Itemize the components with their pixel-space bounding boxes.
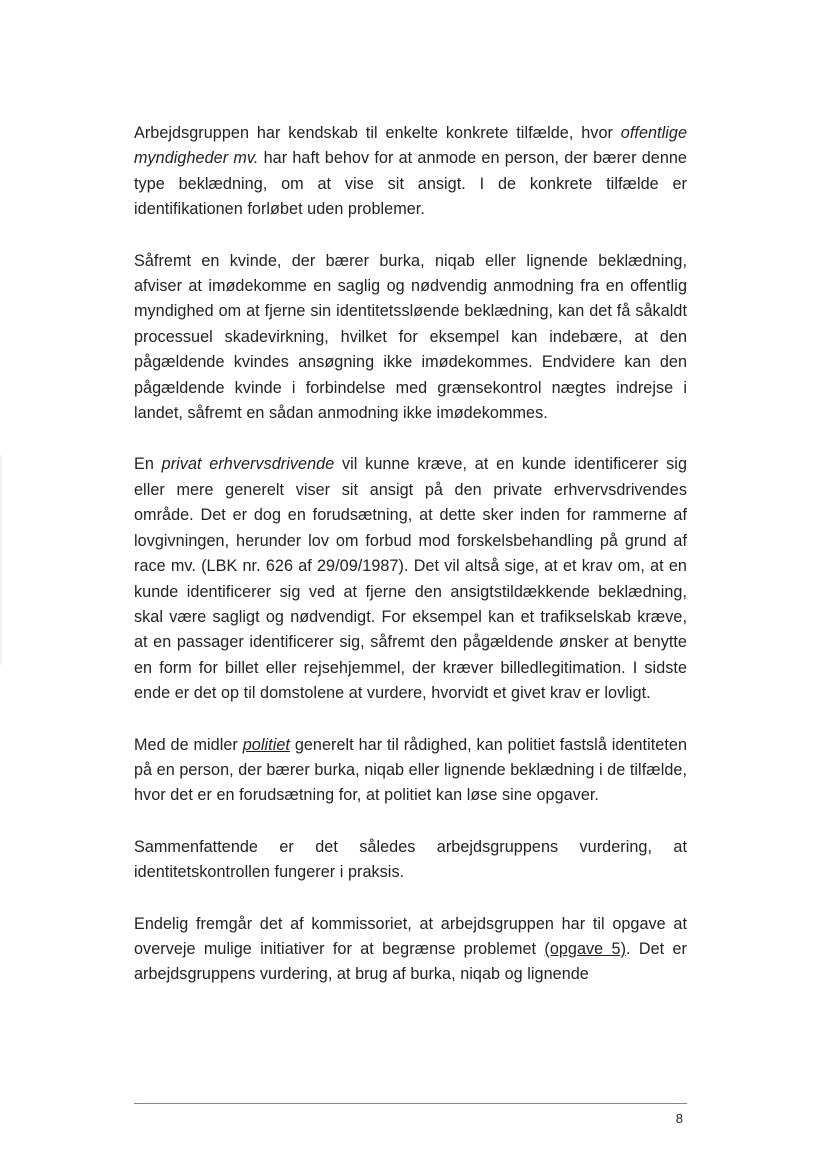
text-segment: politiet: [242, 735, 290, 754]
text-segment: Arbejdsgruppen har kendskab til enkelte konkrete tilfælde, hvor: [134, 124, 621, 142]
text-segment: Såfremt en kvinde, der bærer burka, niqab eller lignende beklædning, afviser at imødekomme en saglig og nødvendig anmodning fra en offentlig myndighed om at fjerne sin identitetssløende beklædning, kan det få såkaldt processuel skadevirkning, hvilket for eksempel kan indebære, at den pågældende kvindes ansøgning ikke imødekommes. Endvidere kan den pågældende kvinde i forbindelse med grænsekontrol nægtes indrejse i landet, såfremt en sådan anmodning ikke imødekommes.: [134, 251, 687, 423]
paragraph: [134, 121, 687, 223]
paragraph: [134, 733, 687, 809]
text-segment: Med de midler: [134, 735, 243, 754]
paragraph: [134, 835, 687, 886]
text-segment: (opgave 5): [544, 939, 627, 958]
text-segment: . Det er arbejdsgruppens vurdering, at brug af burka, niqab og lignende: [134, 939, 687, 984]
paragraph: [134, 249, 687, 427]
text-segment: har haft behov for at anmode en person, der bærer denne type beklædning, om at vise sit ansigt. I de konkrete tilfælde er identifikationen forløbet uden problemer.: [134, 149, 687, 219]
text-segment: vil kunne kræve, at en kunde identificerer sig eller mere generelt viser sit ansigt på den private erhvervsdrivendes område. Det er dog en forudsætning, at dette sker inden for rammerne af lovgivningen, herunder lov om forbud mod forskelsbehandling på grund af race mv. (LBK nr. 626 af 29/09/1987). Det vil altså sige, at et krav om, at en kunde identificerer sig ved at fjerne den ansigtstildækkende beklædning, skal være sagligt og nødvendigt. For eksempel kan et trafikselskab kræve, at en passager identificerer sig, såfremt den pågældende ønsker at benytte en form for billet eller rejsehjemmel, der kræver billedlegitimation. I sidste ende er det op til domstolene at vurdere, hvorvidt et givet krav er lovligt.: [134, 455, 687, 703]
page-number: 8: [675, 1111, 683, 1126]
text-segment: Endelig fremgår det af kommissoriet, at arbejdsgruppen har til opgave at overveje mulige initiativer for at begrænse problemet: [134, 914, 687, 958]
paragraph: [134, 452, 687, 706]
text-segment: En: [134, 455, 162, 474]
text-segment: privat erhvervsdrivende: [161, 455, 335, 474]
scan-edge-mark: [0, 455, 2, 665]
text-segment: generelt har til rådighed, kan politiet fastslå identiteten på en person, der bærer burka, niqab eller lignende beklædning i de tilfælde, hvor det er en forudsætning for, at politiet kan løse sine opgaver.: [134, 735, 687, 805]
footer-rule: [134, 1103, 687, 1104]
text-segment: Sammenfattende er det således arbejdsgruppens vurdering, at identitetskontrollen fungerer i praksis.: [134, 837, 687, 882]
paragraph: [134, 912, 687, 988]
body-text: [134, 121, 687, 1014]
text-segment: offentlige myndigheder mv.: [134, 124, 687, 168]
